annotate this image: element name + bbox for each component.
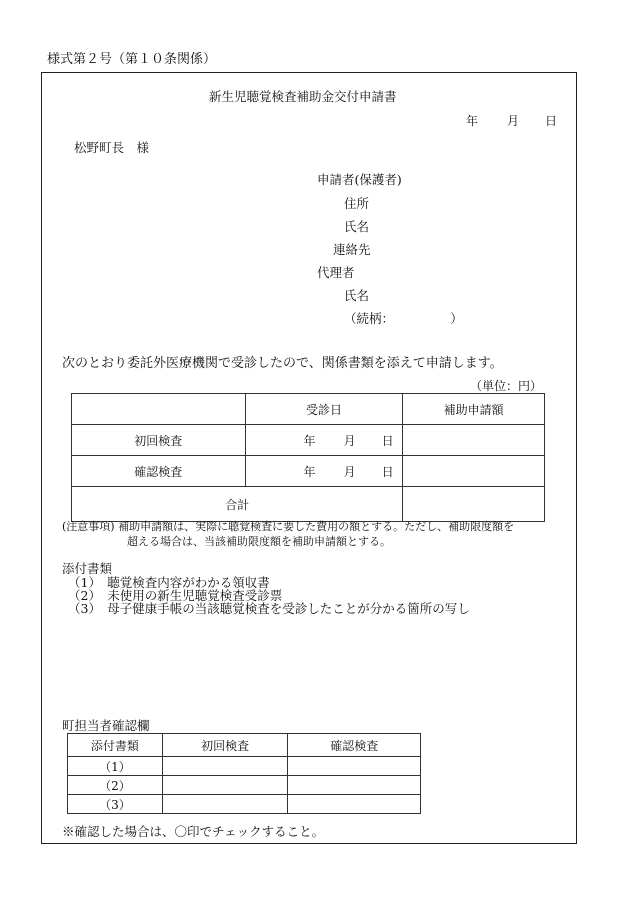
confirm-check-cell[interactable] [288, 757, 421, 776]
table-header-amount: 補助申請額 [403, 394, 545, 425]
confirm-check-cell[interactable] [288, 776, 421, 795]
form-number: 様式第２号（第１０条関係） [47, 52, 217, 67]
row-label: 初回検査 [72, 425, 246, 456]
confirm-row-label: （3） [68, 795, 163, 814]
day-label: 日 [381, 464, 394, 479]
date-year: 年 [466, 114, 479, 128]
month-label: 月 [343, 433, 356, 448]
confirm-header-attachments: 添付書類 [68, 734, 163, 757]
addressee: 松野町長 様 [74, 140, 150, 155]
confirm-check-cell[interactable] [288, 795, 421, 814]
note-line-1: (注意事項) 補助申請額は、実際に聴覚検査に要した費用の額とする。ただし、補助限度額を [62, 520, 515, 533]
day-label: 日 [381, 433, 394, 448]
month-label: 月 [343, 464, 356, 479]
exam-date-field[interactable] [245, 456, 403, 487]
application-statement: 次のとおり委託外医療機関で受診したので、関係書類を添えて申請します。 [62, 356, 503, 371]
table-row [68, 757, 421, 776]
agent-heading: 代理者 [317, 265, 355, 280]
confirm-heading: 町担当者確認欄 [62, 718, 150, 733]
table-row [68, 776, 421, 795]
table-row [68, 795, 421, 814]
confirm-check-cell[interactable] [162, 795, 288, 814]
confirm-check-cell[interactable] [162, 757, 288, 776]
confirm-note: ※確認した場合は、〇印でチェックすること。 [62, 824, 325, 839]
exam-date-field[interactable] [245, 425, 403, 456]
amount-field[interactable] [403, 425, 545, 456]
year-label: 年 [303, 433, 316, 448]
table-header-exam-date: 受診日 [245, 394, 403, 425]
confirm-header-row [68, 734, 421, 757]
form-title: 新生児聴覚検査補助金交付申請書 [209, 89, 397, 104]
attachments-heading: 添付書類 [62, 561, 113, 576]
confirm-header-initial: 初回検査 [162, 734, 288, 757]
date-month: 月 [507, 114, 520, 128]
applicant-heading: 申請者(保護者) [317, 172, 402, 187]
confirm-check-cell[interactable] [162, 776, 288, 795]
table-row [72, 456, 545, 487]
amount-field[interactable] [403, 456, 545, 487]
confirmation-table [67, 733, 421, 814]
applicant-address-label: 住所 [344, 196, 370, 211]
application-table [71, 393, 545, 522]
date-day: 日 [545, 114, 558, 128]
unit-label: （単位：円） [470, 379, 543, 393]
table-row [72, 425, 545, 456]
total-label: 合計 [72, 487, 403, 522]
confirm-row-label: （1） [68, 757, 163, 776]
applicant-contact-label: 連絡先 [333, 242, 371, 257]
applicant-name-label: 氏名 [344, 219, 370, 234]
attachment-item: （2） 未使用の新生児聴覚検査受診票 [68, 588, 283, 603]
confirm-header-recheck: 確認検査 [288, 734, 421, 757]
agent-relation: （続柄： ） [344, 311, 463, 326]
attachment-item: （1） 聴覚検査内容がわかる領収書 [68, 575, 270, 590]
total-amount-field[interactable] [403, 487, 545, 522]
table-header-row [72, 394, 545, 425]
agent-name-label: 氏名 [344, 288, 370, 303]
table-header-empty [72, 394, 246, 425]
total-row [72, 487, 545, 522]
row-label: 確認検査 [72, 456, 246, 487]
attachment-item: （3） 母子健康手帳の当該聴覚検査を受診したことが分かる箇所の写し [68, 601, 470, 616]
year-label: 年 [303, 464, 316, 479]
confirm-row-label: （2） [68, 776, 163, 795]
note-line-2: 超える場合は、当該補助限度額を補助申請額とする。 [127, 535, 391, 548]
